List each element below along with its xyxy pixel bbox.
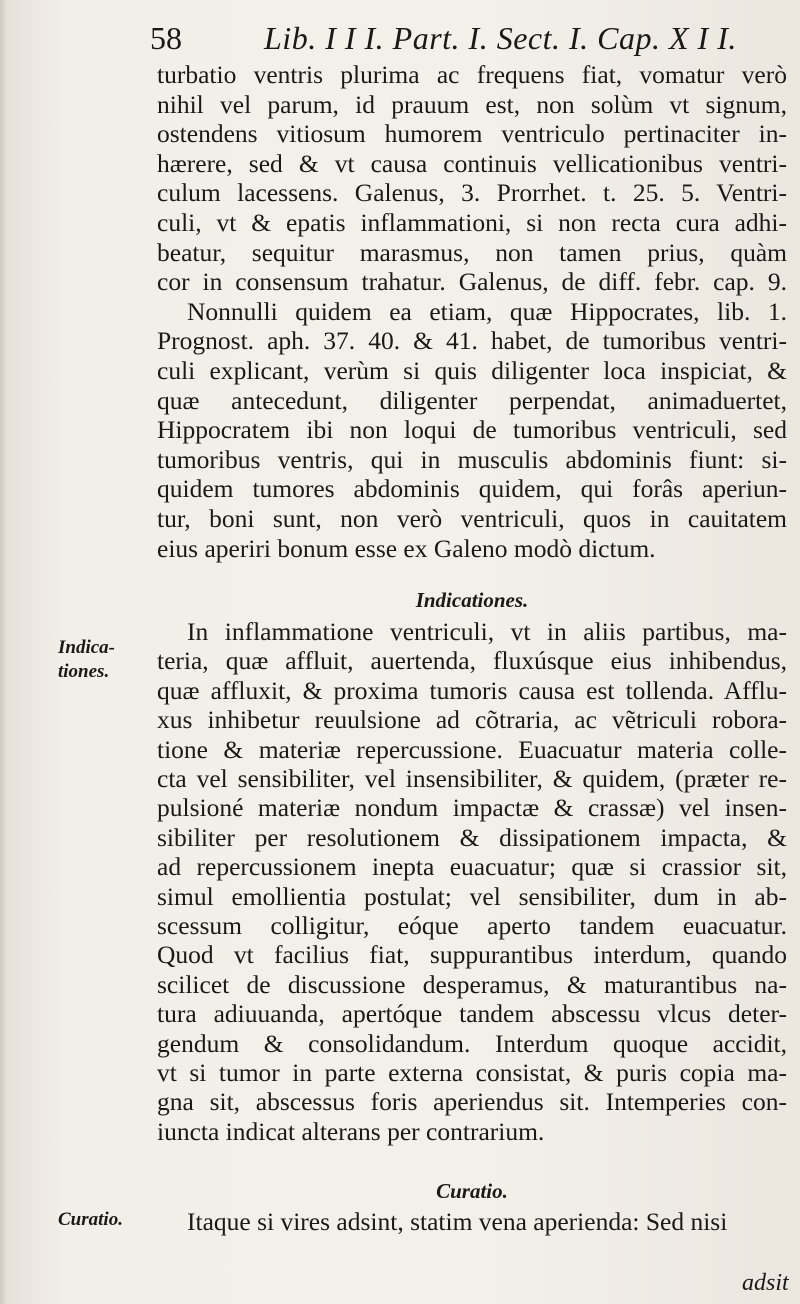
text-line: gna sit, abscessus foris aperiendus sit. Intemperies con- [157,1087,787,1117]
text-line: gendum & consolidandum. Interdum quoque accidit, [157,1028,787,1058]
text-line: beatur, sequitur marasmus, non tamen prius, quàm [157,237,787,267]
text-line: culi explicant, verùm si quis diligenter loca inspiciat, & [157,356,787,385]
text-line: Hippocratem ibi non loqui de tumoribus ventriculi, sed [157,415,787,445]
text-line: turbatio ventris plurima ac frequens fiat, vomatur verò [157,60,787,89]
text-line: vt si tumor in parte externa consistat, & puris copia ma- [157,1058,787,1087]
text-line: pulsioné materiæ nondum impactæ & crassæ) vel insen- [157,793,787,823]
margin-note-curatio: Curatio. [58,1209,123,1230]
text-line: tumoribus ventris, qui in musculis abdominis fiunt: si- [157,444,787,474]
text-line: Prognost. aph. 37. 40. & 41. habet, de tumoribus ventri- [157,326,787,356]
text-line: Itaque si vires adsint, statim vena aperienda: Sed nisi [187,1207,728,1236]
text-line: quidem tumores abdominis quidem, qui forâs aperiun- [157,474,787,504]
text-line: quæ affluxit, & proxima tumoris causa est tollenda. Afflu- [157,675,787,705]
margin-note-indications-text: Indica- tiones. [58,637,115,682]
section-heading-curatio: Curatio. [436,1179,508,1203]
text-line: scilicet de discussione desperamus, & maturantibus na- [157,969,787,999]
text-line: teria, quæ affluit, auertenda, fluxúsque eius inhibendus, [157,646,787,676]
text-line: scessum colligitur, eóque aperto tandem euacuatur. [157,911,787,940]
text-line: xus inhibetur reuulsione ad cõtraria, ac vẽtriculi robora- [157,705,787,735]
text-line: ad repercussionem inepta euacuatur; quæ si crassior sit, [157,852,787,882]
text-line: culi, vt & epatis inflammationi, si non recta cura adhi- [157,208,787,237]
text-line: eius aperiri bonum esse ex Galeno modò dictum. [157,533,656,563]
text-line: simul emollientia postulat; vel sensibiliter, dum in ab- [157,881,787,911]
text-line: nihil vel parum, id prauum est, non solùm vt signum, [157,89,787,119]
catchword: adsit [742,1270,789,1296]
text-line: sibiliter per resolutionem & dissipationem impacta, & [157,822,787,852]
margin-note-indications [58,636,150,684]
text-line: hærere, sed & vt causa continuis vellicationibus ventri- [157,148,787,178]
page-number: 58 [150,20,182,56]
running-header [150,16,790,60]
text-line: tione & materiæ repercussione. Euacuatur materia colle- [157,734,787,764]
text-line: tura adiuuanda, apertóque tandem abscessu vlcus deter- [157,999,787,1029]
text-line: cta vel sensibiliter, vel insensibiliter, & quidem, (præter re- [157,764,787,793]
text-line: Quod vt facilius fiat, suppurantibus interdum, quando [157,940,787,970]
text-line: quæ antecedunt, diligenter perpendat, animaduertet, [157,385,787,415]
text-line: Nonnulli quidem ea etiam, quæ Hippocrates, lib. 1. [187,296,787,326]
text-line: culum lacessens. Galenus, 3. Prorrhet. t. 25. 5. Ventri- [157,178,787,208]
text-line: In inflammatione ventriculi, vt in aliis partibus, ma- [187,617,787,646]
binding-edge [0,0,8,1304]
text-line: tur, boni sunt, non verò ventriculi, quos in cauitatem [157,504,787,533]
running-head-title: Lib. I I I. Part. I. Sect. I. Cap. X I I. [264,20,737,56]
text-line: cor in consensum trahatur. Galenus, de diff. febr. cap. 9. [157,267,787,297]
text-line: ostendens vitiosum humorem ventriculo pertinaciter in- [157,119,787,149]
text-line: iuncta indicat alterans per contrarium. [157,1116,545,1146]
section-heading-indications: Indicationes. [415,588,529,612]
